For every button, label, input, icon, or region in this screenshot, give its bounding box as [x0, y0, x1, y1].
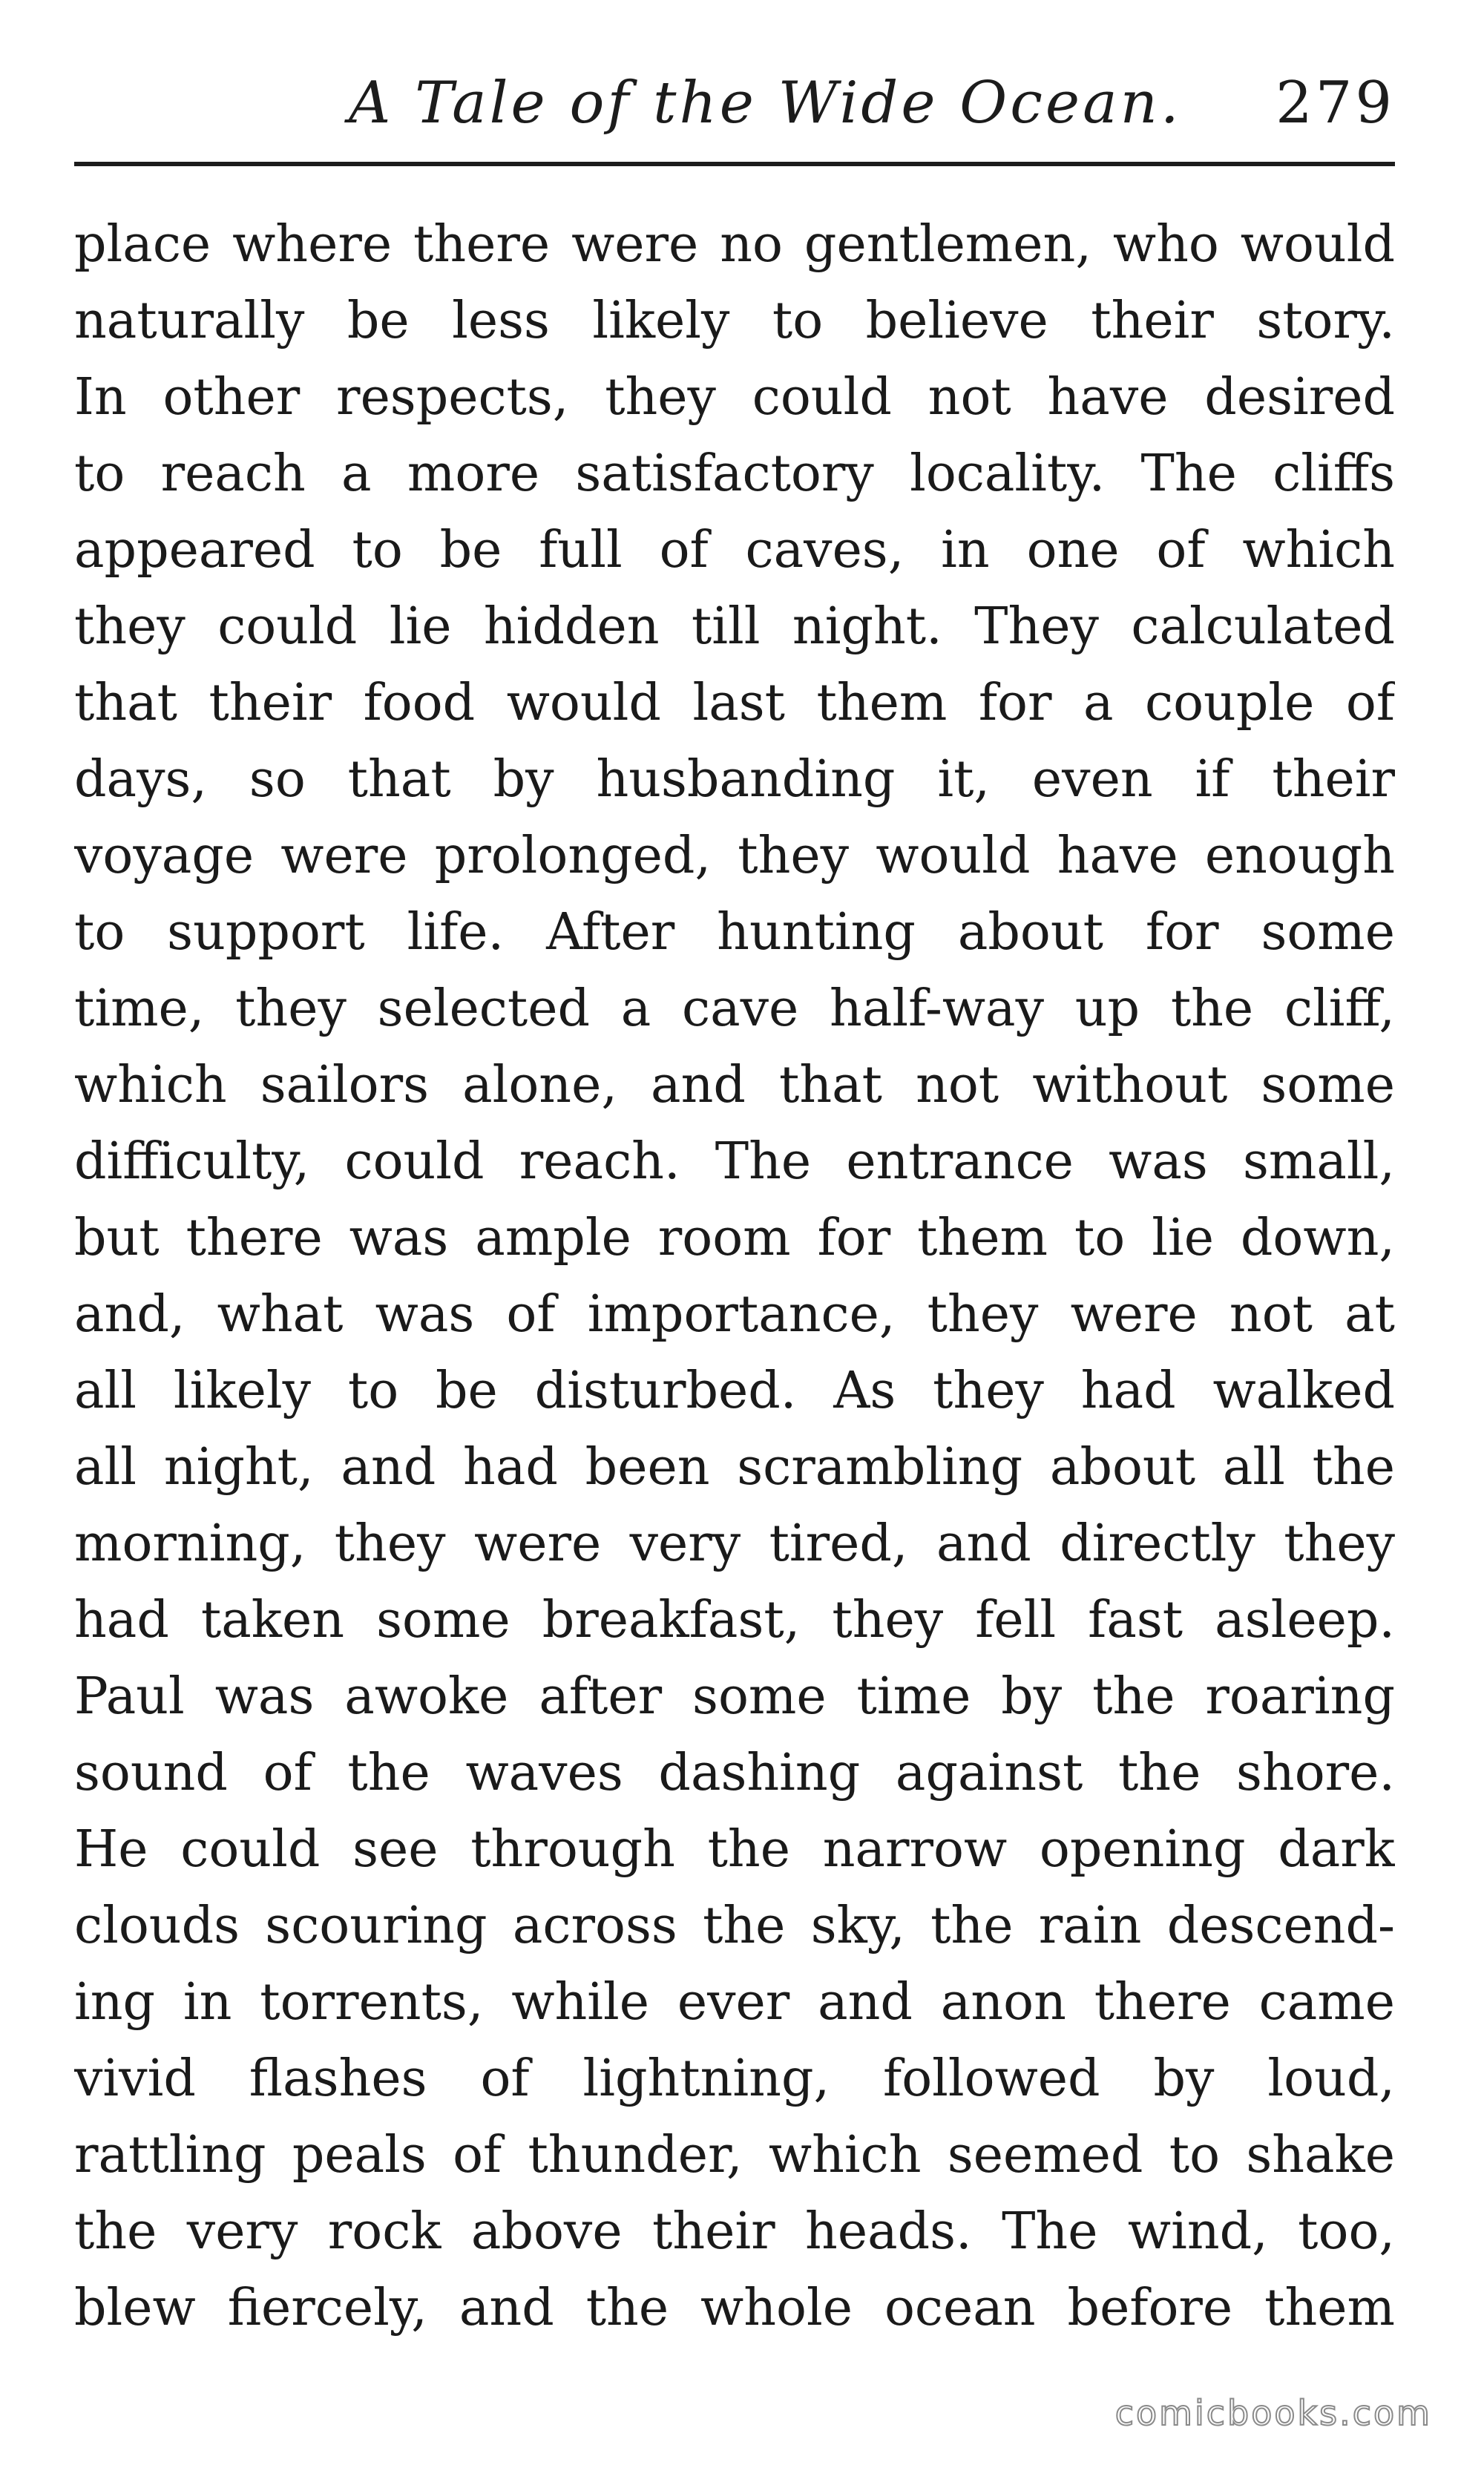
page-header	[74, 65, 1395, 169]
text-line: time, they selected a cave half-way up the cliff,	[74, 979, 1395, 1038]
text-line: ing in torrents, while ever and anon there came	[74, 1973, 1395, 2032]
text-line: which sailors alone, and that not without some	[74, 1056, 1395, 1115]
text-line: voyage were prolonged, they would have enough	[74, 827, 1395, 885]
header-rule	[74, 162, 1395, 166]
text-line: they could lie hidden till night. They calculated	[74, 597, 1395, 656]
text-line: all night, and had been scrambling about all the	[74, 1438, 1395, 1497]
text-line: sound of the waves dashing against the shore.	[74, 1744, 1395, 1802]
text-line: rattling peals of thunder, which seemed to shake	[74, 2126, 1395, 2185]
text-line: days, so that by husbanding it, even if their	[74, 750, 1395, 809]
running-title: A Tale of the Wide Ocean.	[349, 70, 1182, 137]
text-line: and, what was of importance, they were not at	[74, 1285, 1395, 1344]
text-line: clouds scouring across the sky, the rain descend-	[74, 1897, 1395, 1955]
text-line: that their food would last them for a couple of	[74, 674, 1395, 732]
text-line: appeared to be full of caves, in one of which	[74, 521, 1395, 580]
text-line: had taken some breakfast, they fell fast asleep.	[74, 1591, 1395, 1650]
text-line: but there was ample room for them to lie down,	[74, 1209, 1395, 1267]
text-line: to support life. After hunting about for some	[74, 903, 1395, 962]
text-line: naturally be less likely to believe their story.	[74, 292, 1395, 350]
text-line: blew fiercely, and the whole ocean before them	[74, 2279, 1395, 2337]
watermark: comicbooks.com	[1114, 2393, 1432, 2433]
text-line: Paul was awoke after some time by the roaring	[74, 1667, 1395, 1726]
body-text	[74, 206, 1395, 2346]
text-line: He could see through the narrow opening dark	[74, 1820, 1395, 1879]
text-line: the very rock above their heads. The wind, too,	[74, 2202, 1395, 2261]
text-line: vivid flashes of lightning, followed by loud,	[74, 2049, 1395, 2108]
text-line: difficulty, could reach. The entrance was small,	[74, 1132, 1395, 1191]
page-number: 279	[1275, 70, 1395, 137]
text-line: morning, they were very tired, and directly they	[74, 1514, 1395, 1573]
text-line: place where there were no gentlemen, who would	[74, 215, 1395, 274]
text-line: to reach a more satisfactory locality. The cliffs	[74, 444, 1395, 503]
text-line: In other respects, they could not have desired	[74, 368, 1395, 427]
text-line: all likely to be disturbed. As they had walked	[74, 1362, 1395, 1420]
